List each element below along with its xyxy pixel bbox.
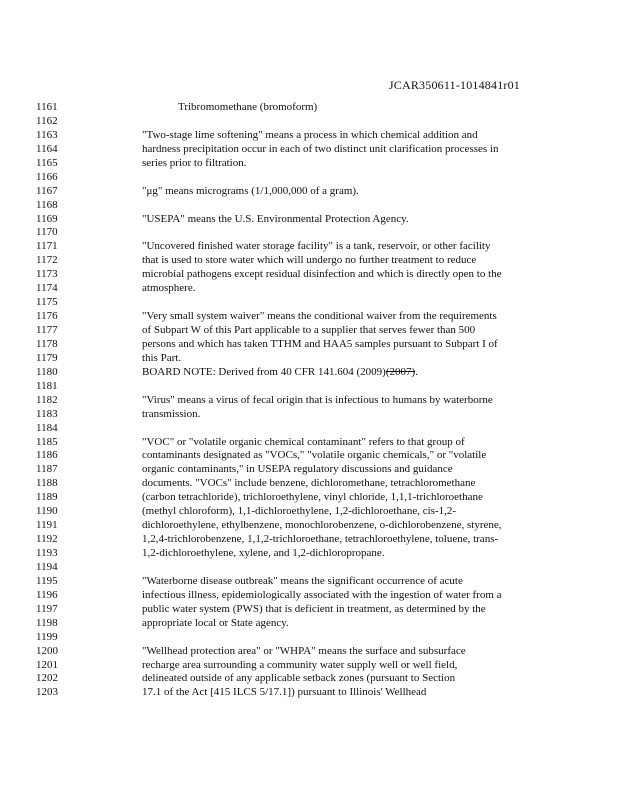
- line-number: 1169: [36, 212, 58, 225]
- line-text-main: "Virus" means a virus of fecal origin that is infectious to humans by waterborne: [142, 393, 493, 406]
- line-text-main: atmosphere.: [142, 282, 196, 295]
- document-line: [36, 213, 596, 227]
- document-line: [36, 575, 596, 589]
- line-text: [142, 352, 181, 366]
- line-text: [142, 366, 418, 380]
- line-text-main: appropriate local or State agency.: [142, 616, 289, 629]
- line-text-main: of Subpart W of this Part applicable to a supplier that serves fewer than 500: [142, 324, 476, 336]
- document-line: [36, 659, 596, 673]
- line-number: 1176: [36, 310, 58, 323]
- line-number: 1190: [36, 505, 58, 518]
- line-text: [142, 254, 476, 268]
- line-text-main: (methyl chloroform), 1,1-dichloroethylene, 1,2-dichloroethane, cis-1,2-: [142, 505, 457, 518]
- line-text-main: documents. "VOCs" include benzene, dichloromethane, tetrachloromethane: [142, 477, 476, 490]
- line-number: 1198: [36, 616, 58, 629]
- document-line: [36, 603, 596, 617]
- document-line: [36, 101, 596, 115]
- document-line: [36, 505, 596, 519]
- line-text-main: "Waterborne disease outbreak" means the significant occurrence of acute: [142, 574, 463, 587]
- line-text-main: 1,2-dichloroethylene, xylene, and 1,2-dichloropropane.: [142, 547, 385, 559]
- line-number: 1195: [36, 574, 58, 587]
- line-number: 1194: [36, 560, 58, 573]
- line-text: [142, 185, 359, 199]
- document-line: [36, 115, 596, 129]
- line-number: 1185: [36, 435, 58, 448]
- document-line: [36, 547, 596, 561]
- document-line: [36, 185, 596, 199]
- line-text: [142, 268, 502, 282]
- line-number: 1197: [36, 602, 58, 615]
- line-text-main: persons and which has taken TTHM and HAA5 samples pursuant to Subpart I of: [142, 337, 498, 350]
- line-text: [142, 436, 465, 450]
- line-text-main: contaminants designated as "VOCs," "volatile organic chemicals," or "volatile: [142, 449, 487, 462]
- document-line: [36, 617, 596, 631]
- line-number: 1188: [36, 477, 58, 490]
- line-text: [142, 129, 478, 143]
- document-line: [36, 226, 596, 240]
- document-line: [36, 394, 596, 408]
- document-line: [36, 380, 596, 394]
- line-text: [142, 617, 289, 631]
- line-number: 1164: [36, 142, 58, 155]
- line-number: 1186: [36, 449, 58, 462]
- struck-text: (2007): [385, 365, 416, 378]
- document-line: [36, 338, 596, 352]
- line-number: 1172: [36, 254, 58, 267]
- line-number: 1192: [36, 533, 58, 546]
- line-text: [142, 394, 493, 408]
- document-line: [36, 199, 596, 213]
- line-text-main: "Two-stage lime softening" means a process in which chemical addition and: [142, 128, 478, 141]
- document-line: [36, 254, 596, 268]
- line-text: [142, 408, 200, 422]
- line-number: 1166: [36, 170, 58, 183]
- document-line: [36, 366, 596, 380]
- document-line: [36, 157, 596, 171]
- line-text: [142, 324, 475, 338]
- line-text: [142, 157, 246, 171]
- document-line: [36, 449, 596, 463]
- line-number: 1179: [36, 351, 58, 364]
- document-line: [36, 491, 596, 505]
- line-number: 1180: [36, 365, 58, 378]
- line-text: [142, 338, 498, 352]
- line-number: 1170: [36, 226, 58, 239]
- line-text: [142, 533, 498, 547]
- line-number: 1163: [36, 128, 58, 141]
- line-text-main: recharge area surrounding a community water supply well or well field,: [142, 658, 458, 671]
- line-number: 1202: [36, 672, 58, 685]
- line-text: [142, 491, 483, 505]
- document-line: [36, 422, 596, 436]
- line-text: [142, 463, 453, 477]
- line-text: [142, 589, 502, 603]
- line-text-main: this Part.: [142, 351, 182, 364]
- line-number: 1174: [36, 282, 58, 295]
- document-line: [36, 436, 596, 450]
- line-number: 1161: [36, 101, 58, 113]
- line-text: [142, 282, 195, 296]
- line-number: 1173: [36, 268, 58, 281]
- line-text: [142, 310, 497, 324]
- line-text: [142, 213, 409, 227]
- line-number: 1193: [36, 547, 58, 559]
- line-text-main: delineated outside of any applicable setback zones (pursuant to Section: [142, 672, 456, 685]
- document-line: [36, 268, 596, 282]
- document-line: [36, 631, 596, 645]
- line-text-main: "VOC" or "volatile organic chemical contaminant" refers to that group of: [142, 435, 465, 448]
- line-text-main: 17.1 of the Act [415 ILCS 5/17.1]) pursuant to Illinois' Wellhead: [142, 686, 427, 699]
- line-text: [142, 547, 385, 561]
- document-line: [36, 408, 596, 422]
- line-text-main: "USEPA" means the U.S. Environmental Protection Agency.: [142, 212, 409, 225]
- document-line: [36, 296, 596, 310]
- document-body: [36, 101, 596, 700]
- line-text-main: public water system (PWS) that is deficient in treatment, as determined by the: [142, 602, 486, 615]
- line-text-main: BOARD NOTE: Derived from 40 CFR 141.604 (2009): [142, 365, 386, 378]
- document-line: [36, 645, 596, 659]
- document-line: [36, 240, 596, 254]
- line-number: 1175: [36, 296, 58, 309]
- line-text-main: (carbon tetrachloride), trichloroethylene, vinyl chloride, 1,1,1-trichloroethane: [142, 491, 483, 504]
- document-line: [36, 129, 596, 143]
- line-text: [142, 672, 455, 686]
- line-text-main: that is used to store water which will undergo no further treatment to reduce: [142, 254, 477, 267]
- line-text: [142, 519, 502, 533]
- line-text: [142, 603, 486, 617]
- document-id-header: JCAR350611-1014841r01: [388, 78, 520, 92]
- line-number: 1187: [36, 463, 58, 476]
- line-number: 1199: [36, 630, 58, 643]
- line-number: 1167: [36, 184, 58, 197]
- line-text-main: series prior to filtration.: [142, 156, 247, 169]
- line-text: [142, 645, 466, 659]
- document-line: [36, 171, 596, 185]
- document-line: [36, 324, 596, 338]
- line-text: [142, 477, 475, 491]
- line-number: 1183: [36, 407, 58, 420]
- line-text: [178, 101, 317, 115]
- document-line: [36, 589, 596, 603]
- line-number: 1182: [36, 393, 58, 406]
- line-text-main: microbial pathogens except residual disinfection and which is directly open to the: [142, 268, 502, 281]
- line-number: 1168: [36, 198, 58, 211]
- line-text: [142, 505, 456, 519]
- line-number: 1203: [36, 686, 58, 699]
- line-text: [142, 240, 491, 254]
- line-text-main: organic contaminants," in USEPA regulatory discussions and guidance: [142, 463, 453, 476]
- line-number: 1162: [36, 114, 58, 127]
- line-text-main: dichloroethylene, ethylbenzene, monochlorobenzene, o-dichlorobenzene, styrene,: [142, 519, 502, 532]
- line-number: 1184: [36, 421, 58, 434]
- line-number: 1189: [36, 491, 58, 504]
- line-number: 1181: [36, 379, 58, 392]
- document-line: [36, 672, 596, 686]
- document-line: [36, 282, 596, 296]
- line-number: 1171: [36, 240, 58, 253]
- line-number: 1196: [36, 588, 58, 601]
- line-text: [142, 449, 486, 463]
- line-text: [142, 659, 457, 673]
- line-text-main: Tribromomethane (bromoform): [178, 101, 318, 113]
- line-number: 1200: [36, 644, 58, 657]
- line-text: [142, 575, 463, 589]
- document-line: [36, 143, 596, 157]
- line-text-main: "Very small system waiver" means the conditional waiver from the requirements: [142, 310, 497, 323]
- line-text-main: "μg" means micrograms (1/1,000,000 of a gram).: [142, 184, 359, 197]
- line-text-main: infectious illness, epidemiologically associated with the ingestion of water from a: [142, 588, 502, 601]
- document-line: [36, 561, 596, 575]
- document-line: [36, 519, 596, 533]
- line-text-tail: .: [415, 365, 418, 378]
- line-text-main: 1,2,4-trichlorobenzene, 1,1,2-trichloroethane, tetrachloroethylene, toluene, trans-: [142, 533, 499, 546]
- document-line: [36, 310, 596, 324]
- document-line: [36, 477, 596, 491]
- line-text: [142, 143, 498, 157]
- line-text-main: "Wellhead protection area" or "WHPA" means the surface and subsurface: [142, 644, 466, 657]
- line-number: 1191: [36, 519, 58, 532]
- line-number: 1165: [36, 156, 58, 169]
- document-line: [36, 463, 596, 477]
- line-text: [142, 686, 426, 700]
- line-text-main: "Uncovered finished water storage facility" is a tank, reservoir, or other facility: [142, 240, 491, 253]
- document-line: [36, 686, 596, 700]
- document-line: [36, 352, 596, 366]
- document-line: [36, 533, 596, 547]
- line-number: 1201: [36, 658, 58, 671]
- line-number: 1177: [36, 324, 58, 336]
- line-text-main: hardness precipitation occur in each of two distinct unit clarification processes in: [142, 142, 499, 155]
- line-number: 1178: [36, 337, 58, 350]
- line-text-main: transmission.: [142, 407, 201, 420]
